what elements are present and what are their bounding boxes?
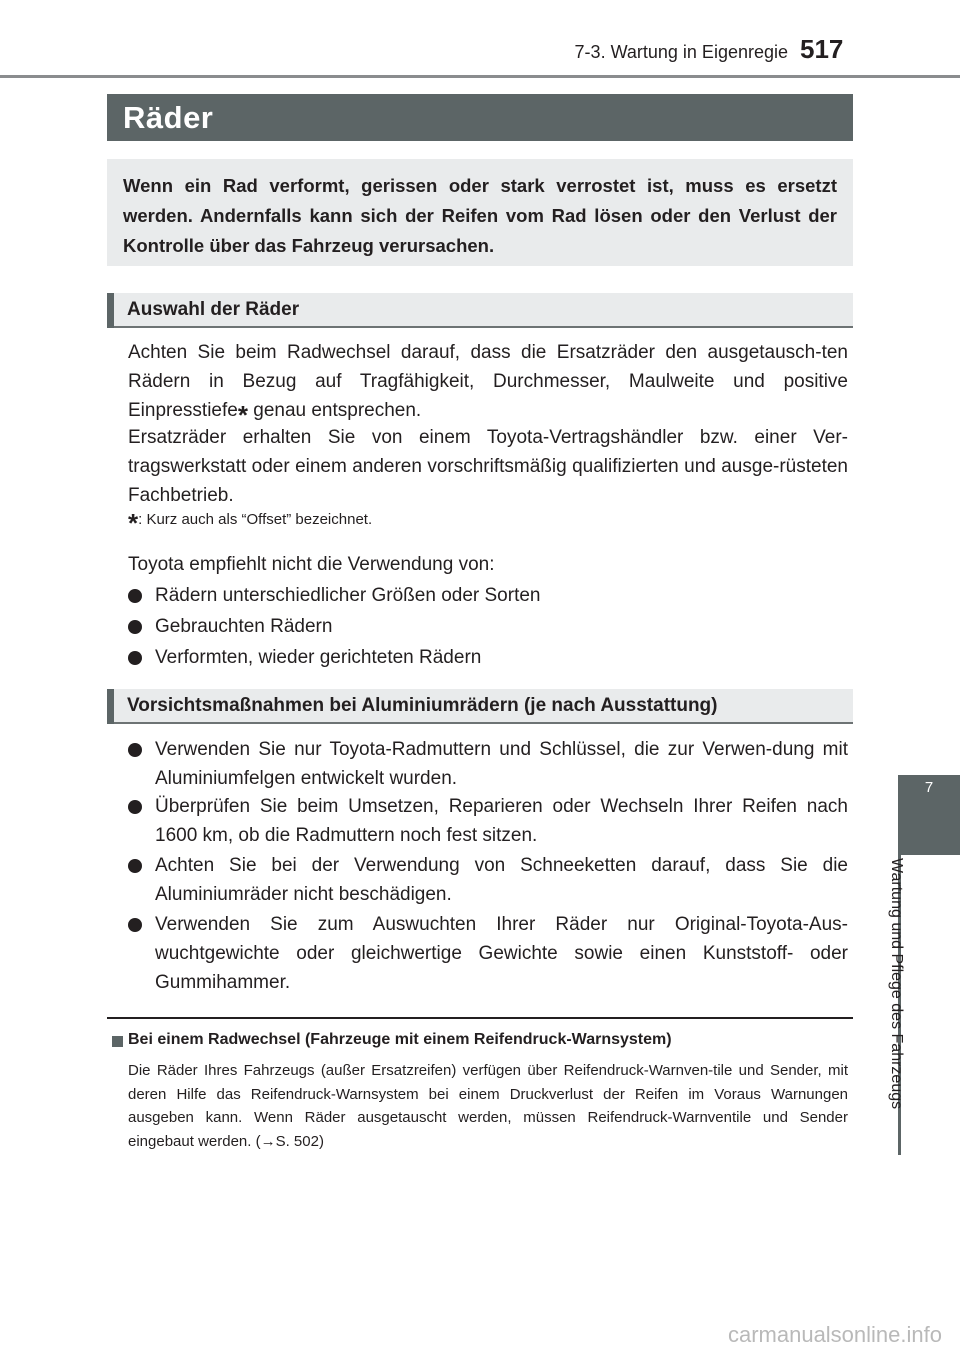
paragraph-spare-wheels: Ersatzräder erhalten Sie von einem Toyota-Vertragshändler bzw. einer Ver-tragswerkstatt oder einem anderen vorschriftsmäßig qualifizierten und ausge-rüsteten Fachbetrieb. bbox=[128, 427, 848, 506]
chapter-number: 7 bbox=[924, 779, 934, 796]
bullet-icon bbox=[128, 918, 142, 932]
list-item-text: Achten Sie bei der Verwendung von Schneeketten darauf, dass Sie die Aluminiumräder nicht beschädigen. bbox=[155, 855, 848, 905]
section-heading-bar bbox=[107, 293, 114, 328]
intro-box bbox=[107, 159, 853, 266]
paragraph-wheel-match bbox=[128, 338, 848, 430]
note-heading: Bei einem Radwechsel (Fahrzeuge mit einem Reifendruck-Warnsystem) bbox=[128, 1031, 672, 1048]
footnote-marker: * bbox=[237, 400, 248, 430]
section-divider bbox=[107, 1017, 853, 1019]
intro-text: Wenn ein Rad verformt, gerissen oder stark verrostet ist, muss es ersetzt werden. Andernfalls kann sich der Reifen vom Rad lösen oder den Verlust der Kontrolle über das Fahrzeug verursachen. bbox=[123, 175, 837, 256]
recommendation-text: Toyota empfiehlt nicht die Verwendung von: bbox=[128, 554, 495, 575]
bullet-icon bbox=[128, 651, 142, 665]
chapter-title: Wartung und Pflege des Fahrzeugs bbox=[888, 858, 905, 1110]
chapter-tab bbox=[898, 775, 960, 855]
paragraph-text-end: genau entsprechen. bbox=[247, 400, 422, 421]
bullet-icon bbox=[128, 800, 142, 814]
square-bullet-icon bbox=[112, 1036, 123, 1047]
list-item-text: Verwenden Sie nur Toyota-Radmuttern und Schlüssel, die zur Verwen-dung mit Aluminiumfelgen entwickelt wurden. bbox=[155, 739, 848, 789]
bullet-icon bbox=[128, 859, 142, 873]
header-section-title: 7-3. Wartung in Eigenregie bbox=[574, 42, 788, 62]
list-item-text: Überprüfen Sie beim Umsetzen, Reparieren oder Wechseln Ihrer Reifen nach 1600 km, ob die Radmuttern noch fest sitzen. bbox=[155, 796, 848, 846]
footnote-star: * bbox=[128, 508, 139, 538]
list-item-text: Verformten, wieder gerichteten Rädern bbox=[155, 647, 482, 668]
page-title: Räder bbox=[123, 100, 214, 135]
list-item-text: Gebrauchten Rädern bbox=[155, 616, 333, 637]
list-item-text: Verwenden Sie zum Auswuchten Ihrer Räder nur Original-Toyota-Aus-wuchtgewichte oder gleichwertige Gewichte sowie einen Kunststoff- oder Gummihammer. bbox=[155, 914, 848, 993]
section-heading-wheel-selection bbox=[107, 293, 853, 328]
bullet-icon bbox=[128, 743, 142, 757]
section-heading-aluminium bbox=[107, 689, 853, 724]
list-item-text: Rädern unterschiedlicher Größen oder Sorten bbox=[155, 585, 541, 606]
section-heading-bar bbox=[107, 689, 114, 724]
section-heading-label: Auswahl der Räder bbox=[127, 299, 300, 320]
bullet-icon bbox=[128, 589, 142, 603]
title-bar bbox=[107, 94, 853, 141]
footnote-text: : Kurz auch als “Offset” bezeichnet. bbox=[138, 511, 373, 528]
watermark: carmanualsonline.info bbox=[727, 1322, 942, 1347]
paragraph-text: Achten Sie beim Radwechsel darauf, dass die Ersatzräder den ausgetausch-ten Rädern in Bezug auf Tragfähigkeit, Durchmesser, Maulweite und positive Einpresstiefe bbox=[128, 342, 848, 421]
bullet-icon bbox=[128, 620, 142, 634]
header-rule bbox=[0, 75, 960, 78]
footnote bbox=[128, 508, 373, 538]
section-heading-label: Vorsichtsmaßnahmen bei Aluminiumrädern (je nach Ausstattung) bbox=[127, 695, 718, 716]
note-text: Die Räder Ihres Fahrzeugs (außer Ersatzreifen) verfügen über Reifendruck-Warnven-tile und Sender, mit deren Hilfe das Reifendruck-Warnsystem bei einem Druckverlust der Reifen im Voraus Warnungen ausgeben kann. Wenn Räder ausgetauscht werden, müssen Reifendruck-Warnventile und Sender eingebaut werden. (→S. 502) bbox=[128, 1062, 848, 1150]
page-number: 517 bbox=[800, 34, 844, 64]
